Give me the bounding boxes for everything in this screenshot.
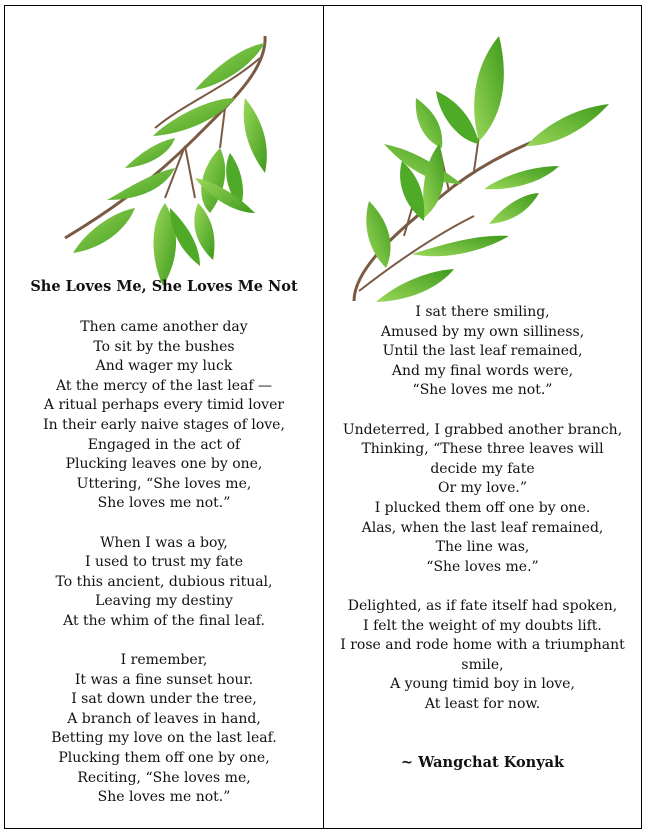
- poem-line: Uttering, “She loves me,: [76, 475, 252, 492]
- poem-line: Until the last leaf remained,: [382, 343, 583, 360]
- right-column: [324, 6, 641, 828]
- poem-line: Reciting, “She loves me,: [77, 769, 251, 786]
- poem-line: At least for now.: [424, 695, 541, 712]
- leafy-branch-icon: [344, 26, 614, 306]
- poem-line: At the mercy of the last leaf —: [55, 377, 273, 394]
- left-column: [5, 6, 324, 828]
- poem-line: To this ancient, dubious ritual,: [55, 573, 273, 590]
- poem-line: In their early naive stages of love,: [43, 416, 285, 433]
- stanza: [5, 318, 323, 514]
- poem-line: It was a fine sunset hour.: [74, 671, 254, 688]
- poem-line: I felt the weight of my doubts lift.: [363, 617, 602, 634]
- poem-line: I remember,: [120, 652, 208, 669]
- poem-line: She loves me not.”: [97, 789, 231, 806]
- poem-line: A young timid boy in love,: [390, 676, 575, 693]
- poem-line: And wager my luck: [95, 358, 233, 375]
- poem-line: I rose and rode home with a triumphant smile,: [340, 637, 625, 673]
- poem-line: Leaving my destiny: [95, 593, 233, 610]
- poem-line: I sat down under the tree,: [71, 691, 257, 708]
- poem-line: When I was a boy,: [100, 534, 228, 551]
- poem-line: Or my love.”: [438, 480, 527, 497]
- poem-line: I sat there smiling,: [415, 304, 550, 320]
- poem-line: Then came another day: [80, 319, 248, 335]
- poem-line: Plucking them off one by one,: [58, 750, 270, 767]
- poem-line: Delighted, as if fate itself had spoken,: [347, 597, 618, 614]
- poem-line: I used to trust my fate: [84, 554, 244, 571]
- author-signature: ~ Wangchat Konyak: [400, 754, 565, 771]
- stanza: [330, 597, 635, 715]
- poem-line: And my final words were,: [391, 362, 574, 379]
- stanza: [330, 421, 635, 578]
- poem-line: I plucked them off one by one.: [374, 499, 591, 516]
- poem-table: [4, 5, 642, 829]
- poem-line: Undeterred, I grabbed another branch,: [342, 421, 623, 438]
- stanza: [5, 534, 323, 632]
- poem-line: “She loves me.”: [426, 558, 539, 575]
- poem-line: Thinking, “These three leaves will decide my fate: [361, 441, 604, 477]
- poem-line: A branch of leaves in hand,: [67, 710, 261, 727]
- poem-title: She Loves Me, She Loves Me Not: [30, 278, 298, 295]
- poem-line: A ritual perhaps every timid lover: [43, 397, 285, 414]
- leafy-branch-icon: [35, 28, 275, 298]
- poem-line: To sit by the bushes: [93, 338, 235, 355]
- right-stanzas: [324, 303, 641, 734]
- poem-line: Plucking leaves one by one,: [65, 456, 263, 473]
- stanza: [5, 651, 323, 808]
- left-stanzas: [5, 318, 323, 827]
- poem-line: “She loves me not.”: [412, 382, 553, 399]
- poem-line: Engaged in the act of: [87, 436, 241, 453]
- poem-line: Amused by my own silliness,: [380, 323, 585, 340]
- poem-line: Betting my love on the last leaf.: [51, 730, 277, 747]
- poem-line: Alas, when the last leaf remained,: [361, 519, 604, 536]
- poem-line: The line was,: [435, 539, 530, 556]
- poem-line: She loves me not.”: [97, 495, 231, 512]
- stanza: [330, 303, 635, 401]
- poem-line: At the whim of the final leaf.: [63, 612, 265, 629]
